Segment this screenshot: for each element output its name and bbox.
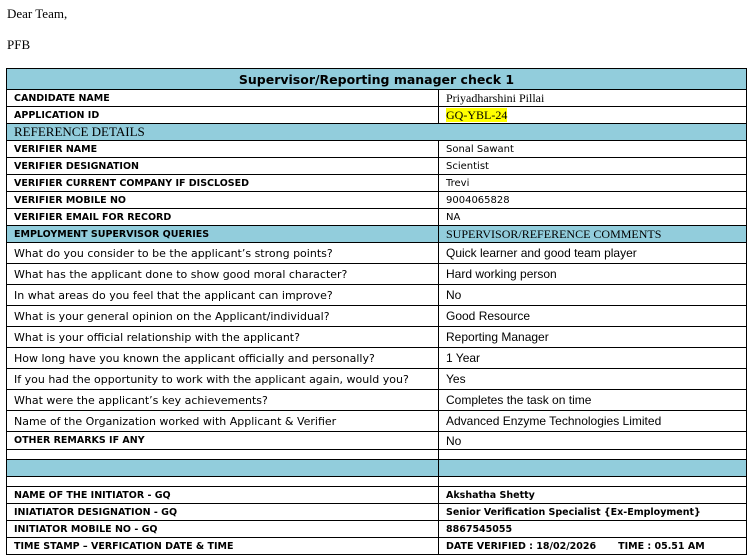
candidate-name-value: Priyadharshini Pillai (439, 90, 747, 107)
verifier-company-value: Trevi (439, 175, 747, 192)
initiator-mobile-label: INITIATOR MOBILE NO - GQ (7, 521, 439, 538)
verifier-mobile-value: 9004065828 (439, 192, 747, 209)
table-row (7, 369, 747, 390)
table-row (7, 175, 747, 192)
initiator-mobile-value: 8867545055 (439, 521, 747, 538)
empty-row (7, 477, 747, 487)
table-row (7, 538, 747, 555)
candidate-name-label: CANDIDATE NAME (7, 90, 439, 107)
verifier-email-label: VERIFIER EMAIL FOR RECORD (7, 209, 439, 226)
query-answer: Completes the task on time (439, 390, 747, 411)
query-answer: Hard working person (439, 264, 747, 285)
blank-header-row (7, 460, 747, 477)
application-id-label: APPLICATION ID (7, 107, 439, 124)
queries-header-row (7, 226, 747, 243)
query-answer: Advanced Enzyme Technologies Limited (439, 411, 747, 432)
query-question: What do you consider to be the applicant’s strong points? (7, 243, 439, 264)
query-question: Name of the Organization worked with Applicant & Verifier (7, 411, 439, 432)
queries-header-right: SUPERVISOR/REFERENCE COMMENTS (439, 226, 747, 243)
table-row (7, 243, 747, 264)
query-question: In what areas do you feel that the applicant can improve? (7, 285, 439, 306)
verifier-email-value: NA (439, 209, 747, 226)
empty-row (7, 450, 747, 460)
empty-cell (439, 450, 747, 460)
application-id-value: GQ-YBL-24 (446, 107, 508, 122)
table-row (7, 209, 747, 226)
supervisor-check-table (6, 68, 747, 555)
initiator-name-label: NAME OF THE INITIATOR - GQ (7, 487, 439, 504)
verification-time: TIME : 05.51 AM (618, 540, 705, 552)
query-answer: Reporting Manager (439, 327, 747, 348)
initiator-name-value: Akshatha Shetty (439, 487, 747, 504)
queries-header-left: EMPLOYMENT SUPERVISOR QUERIES (7, 226, 439, 243)
table-row (7, 90, 747, 107)
table-title: Supervisor/Reporting manager check 1 (7, 69, 747, 90)
query-question: What is your general opinion on the Applicant/individual? (7, 306, 439, 327)
table-row (7, 158, 747, 175)
query-answer: Yes (439, 369, 747, 390)
empty-cell (7, 450, 439, 460)
verifier-company-label: VERIFIER CURRENT COMPANY IF DISCLOSED (7, 175, 439, 192)
other-remarks-value: No (439, 432, 747, 450)
query-question: If you had the opportunity to work with the applicant again, would you? (7, 369, 439, 390)
empty-cell (7, 477, 439, 487)
table-row (7, 306, 747, 327)
table-row (7, 192, 747, 209)
table-row (7, 141, 747, 158)
query-question: How long have you known the applicant officially and personally? (7, 348, 439, 369)
table-row (7, 348, 747, 369)
initiator-designation-value: Senior Verification Specialist {Ex-Employment} (439, 504, 747, 521)
other-remarks-label: OTHER REMARKS IF ANY (7, 432, 439, 450)
query-answer: 1 Year (439, 348, 747, 369)
greeting: Dear Team, (7, 6, 68, 21)
blank-header-cell (7, 460, 439, 477)
reference-details-header: REFERENCE DETAILS (7, 124, 747, 141)
query-answer: Quick learner and good team player (439, 243, 747, 264)
timestamp-label: TIME STAMP – VERFICATION DATE & TIME (7, 538, 439, 555)
table-row (7, 432, 747, 450)
query-answer: Good Resource (439, 306, 747, 327)
empty-cell (439, 477, 747, 487)
table-row (7, 390, 747, 411)
table-row (7, 521, 747, 538)
verifier-name-value: Sonal Sawant (439, 141, 747, 158)
table-row (7, 504, 747, 521)
query-question: What has the applicant done to show good moral character? (7, 264, 439, 285)
table-row (7, 107, 747, 124)
table-row (7, 411, 747, 432)
reference-header-row (7, 124, 747, 141)
table-row (7, 285, 747, 306)
query-question: What were the applicant’s key achievements? (7, 390, 439, 411)
table-row (7, 327, 747, 348)
verifier-mobile-label: VERIFIER MOBILE NO (7, 192, 439, 209)
blank-header-cell (439, 460, 747, 477)
query-question: What is your official relationship with the applicant? (7, 327, 439, 348)
verifier-designation-label: VERIFIER DESIGNATION (7, 158, 439, 175)
table-row (7, 264, 747, 285)
verification-date: DATE VERIFIED : 18/02/2026 (446, 540, 597, 552)
verifier-designation-value: Scientist (439, 158, 747, 175)
table-row (7, 487, 747, 504)
table-title-row (7, 69, 747, 90)
initiator-designation-label: INIATIATOR DESIGNATION - GQ (7, 504, 439, 521)
query-answer: No (439, 285, 747, 306)
verifier-name-label: VERIFIER NAME (7, 141, 439, 158)
pfb-text: PFB (7, 37, 31, 52)
